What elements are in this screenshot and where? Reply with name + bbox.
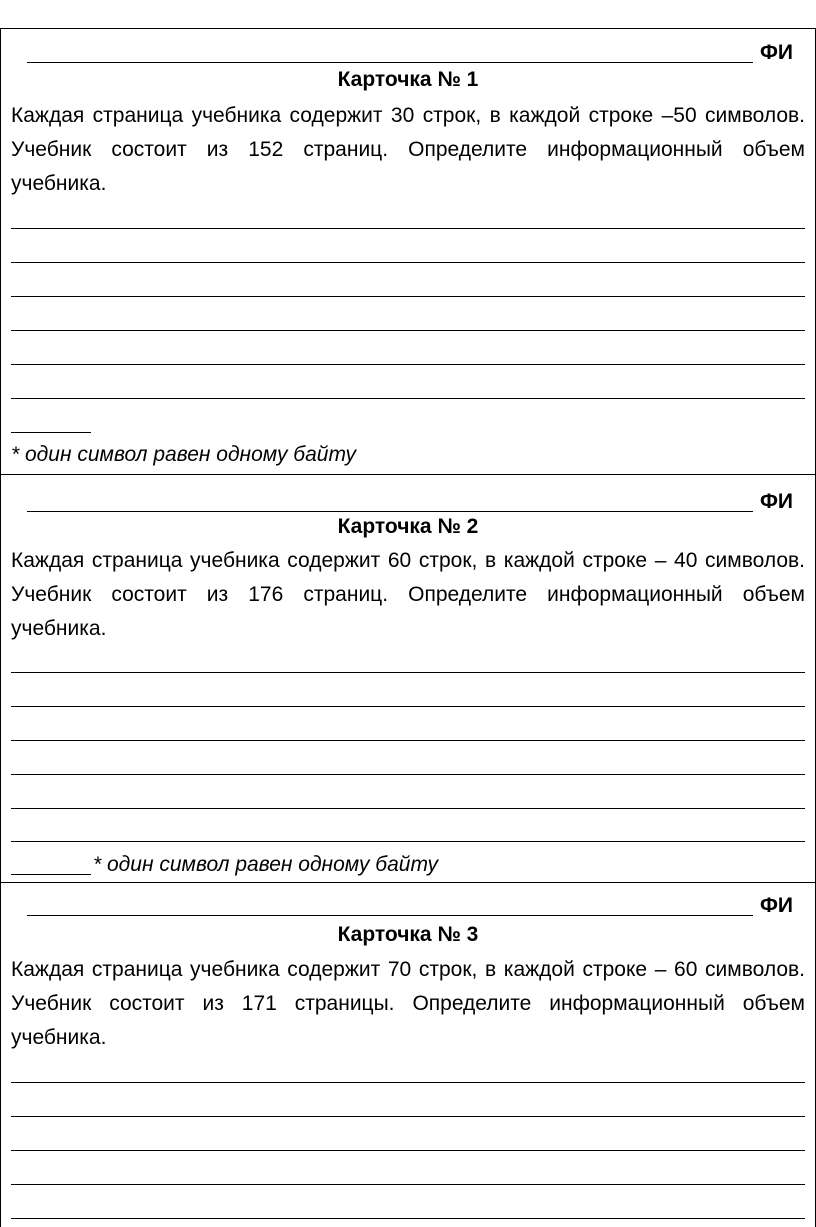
worksheet	[0, 28, 816, 1227]
card-title: Карточка № 2	[337, 515, 479, 538]
answer-line	[11, 1116, 805, 1117]
answer-line	[11, 262, 805, 263]
answer-line	[11, 228, 805, 229]
task-text: Каждая страница учебника содержит 70 строк, в каждой строке – 60 символов. Учебник состоит из 171 страницы. Определите информационный объем учебника.	[11, 958, 805, 1049]
name-write-line	[27, 511, 753, 512]
card-3	[1, 884, 815, 1227]
answer-line	[11, 841, 805, 842]
card-title: Карточка № 1	[337, 68, 479, 91]
answer-line	[11, 740, 805, 741]
name-label: ФИ	[759, 41, 793, 64]
card-title: Карточка № 3	[337, 923, 479, 946]
name-write-line	[27, 915, 753, 916]
footnote: * один символ равен одному байту	[93, 853, 438, 876]
card-1	[1, 29, 815, 475]
answer-line	[11, 330, 805, 331]
name-field-row	[27, 888, 793, 918]
name-write-line	[27, 62, 753, 63]
name-field-row	[27, 35, 793, 65]
answer-line	[11, 808, 805, 809]
answer-line-short	[11, 874, 91, 875]
answer-line	[11, 1218, 805, 1219]
name-label: ФИ	[759, 894, 793, 917]
name-field-row	[27, 484, 793, 514]
answer-line	[11, 706, 805, 707]
answer-line	[11, 672, 805, 673]
name-label: ФИ	[759, 490, 793, 513]
answer-line	[11, 398, 805, 399]
card-2	[1, 476, 815, 883]
task-text: Каждая страница учебника содержит 60 строк, в каждой строке – 40 символов. Учебник состоит из 176 страниц. Определите информационный объем учебника.	[11, 549, 805, 640]
answer-line	[11, 774, 805, 775]
answer-line	[11, 1082, 805, 1083]
task-text: Каждая страница учебника содержит 30 строк, в каждой строке –50 символов. Учебник состоит из 152 страниц. Определите информационный объем учебника.	[11, 104, 805, 195]
answer-line	[11, 1150, 805, 1151]
answer-line-short	[11, 432, 91, 433]
answer-line	[11, 364, 805, 365]
answer-line	[11, 1184, 805, 1185]
footnote: * один символ равен одному байту	[11, 443, 356, 466]
answer-line	[11, 296, 805, 297]
